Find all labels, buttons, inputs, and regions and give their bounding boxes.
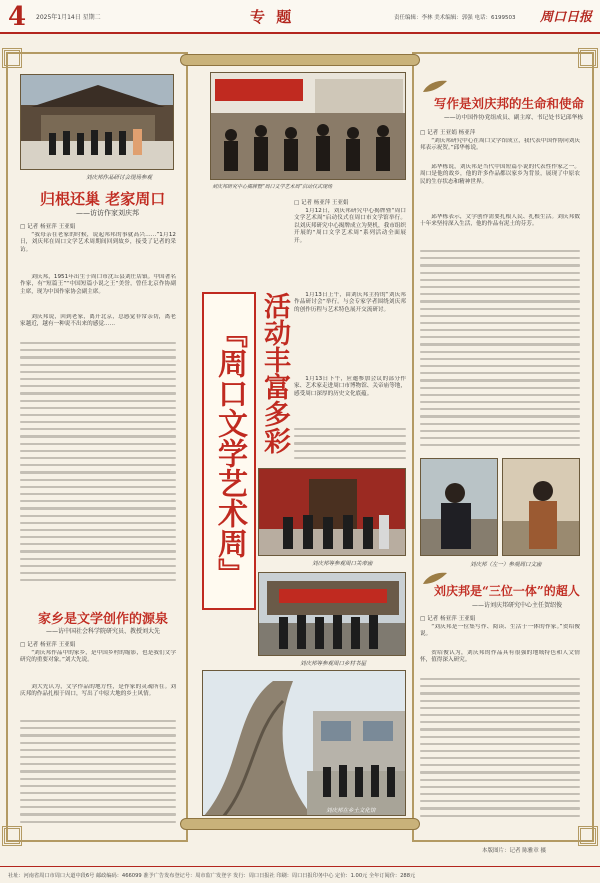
article-subhead: ——访访作家刘庆邦 — [76, 209, 139, 217]
center-bottom-photo — [202, 670, 406, 816]
paragraph: 刘庆邦说，回到老家，离开北京，总感觉非常亲切，离老家越近，越有一种说不出来的感觉…… — [20, 314, 176, 328]
photo-caption: 刘庆邦（左一）参观周口文庙 — [470, 562, 542, 568]
article-headline: 归根还巢 老家周口 — [40, 190, 166, 208]
photo-caption: 刘庆邦等参观周口乡村书屋 — [300, 661, 367, 667]
byline: □ 记者 王亚娟 杨亚萍 — [420, 130, 476, 136]
article-headline: 刘庆邦是“三位一体”的超人 — [434, 584, 580, 598]
article-body — [420, 164, 580, 212]
photo-caption: 刘庆邦研究中心揭牌暨“周口文学艺术周”启动仪式现场 — [212, 184, 333, 190]
article-body — [20, 314, 176, 338]
paragraph: 邱华栋说，刘庆邦是当代中国短篇小说的代表性作家之一。周口是他的故乡，他的许多作品都以家乡为背景，展现了中原农民的生存状态和精神世界。 — [420, 164, 580, 185]
right-photo-left — [420, 458, 498, 556]
article-subhead: ——访刘庆邦研究中心主任贺绍俊 — [472, 602, 563, 609]
article-body — [20, 274, 176, 312]
article-body-continuation — [420, 678, 580, 828]
article-body — [420, 624, 580, 648]
article-body — [294, 208, 406, 286]
masthead — [0, 0, 600, 34]
paragraph: “我母亲在老家的时候，说起邦邦的事就高兴……”1月12日，刘庆邦在周口文学艺术周期间回到故乡，接受了记者的采访。 — [20, 232, 176, 253]
article-headline: 家乡是文学创作的源泉 — [38, 612, 169, 627]
article-subhead: ——访中国社会科学院研究员、教授刘大先 — [46, 628, 161, 635]
leaf-ornament-icon — [422, 80, 448, 93]
center-banner — [188, 56, 412, 828]
article-body-continuation — [20, 342, 176, 592]
byline: □ 记者 杨亚萍 王亚娟 — [420, 616, 476, 622]
paragraph: 1月13日上午，由刘庆邦主持的“刘庆邦作品研讨会”举行。与会专家学者围绕刘庆邦的创作历程与艺术特色展开交流研讨。 — [294, 292, 406, 313]
article-headline: 写作是刘庆邦的生命和使命 — [434, 96, 585, 111]
editors-line: 责任编辑：李林 美术编辑：郭强 电话：6199503 — [394, 15, 516, 21]
photo-caption: 刘庆邦作品研讨会现场参观 — [86, 175, 153, 181]
photo-credit: 本版图片：记者 陈雅章 摄 — [482, 848, 546, 854]
article-body — [294, 376, 406, 424]
newspaper-logo: 周口日报 — [539, 10, 592, 25]
footer-info: 社址：河南省周口市周口大道中段6号 邮政编码：466099 准予广告发布登记号：周市监广发登字 发行：周口日报社 印刷：周口日报印务中心 定价：1.00元 全年订阅价：288元 — [0, 866, 600, 883]
byline: □ 记者 杨亚萍 王亚娟 — [294, 200, 349, 206]
right-photo-right — [502, 458, 580, 556]
paragraph: 邱华栋表示，文学创作需要扎根人民、扎根生活。刘庆邦数十年来坚持深入生活，他的作品有泥土的芬芳。 — [420, 214, 580, 228]
article-body — [20, 650, 176, 682]
paragraph: “刘庆邦作品中的家乡，是中国乡村的缩影，也是我们文学研究的重要对象。”刘大先说。 — [20, 650, 176, 664]
paragraph: 刘大先认为，文学作品的地方性，是作家的灵魂所在。刘庆邦的作品扎根于周口，写出了中原大地的乡土风情。 — [20, 684, 176, 698]
banner-title-box — [202, 292, 256, 610]
article-body-continuation — [20, 720, 176, 828]
corner-ornament-icon — [578, 826, 598, 846]
article-subhead: ——访中国作协党组成员、副主席、书记处书记邱华栋 — [444, 115, 584, 121]
paragraph: “刘庆邦是一位集写作、阅读、生活于一体的作家。”贺绍俊说。 — [420, 624, 580, 638]
center-low-photo — [258, 572, 406, 656]
article-body-continuation — [294, 428, 406, 468]
photo-caption: 刘庆邦在乡土文化馆 — [326, 808, 376, 814]
page-number: 4 — [8, 2, 27, 32]
section-title: 专 题 — [250, 8, 295, 26]
paragraph: 刘庆邦，1951年出生于周口市沈丘县刘庄店镇。中国著名作家，有“短篇王”“中国短篇小说之王”美誉，曾任北京作协副主席，现为中国作家协会副主席。 — [20, 274, 176, 295]
article-body — [420, 138, 580, 162]
banner-title: 『周口文学艺术周』 — [212, 318, 247, 588]
left-top-photo — [20, 74, 174, 170]
scroll-top-ornament — [180, 54, 420, 66]
corner-ornament-icon — [2, 48, 22, 68]
article-body — [20, 232, 176, 272]
center-mid-photo — [258, 468, 406, 556]
paragraph: “刘庆邦研究中心在周口文学馆成立，我代表中国作协向刘庆邦表示祝贺。”邱华栋说。 — [420, 138, 580, 152]
banner-subtitle: 活动丰富多彩 — [259, 292, 290, 454]
article-body — [420, 650, 580, 674]
paragraph: 贺绍俊认为，刘庆邦的作品具有很强的地域特色和人文情怀，值得深入研究。 — [420, 650, 580, 664]
paragraph: 1月12日，刘庆邦研究中心揭牌暨“周口文学艺术周”启动仪式在周口市文学馆举行。以刘庆邦研究中心揭牌成立为契机，我市组织开展的“周口文学艺术周”系列活动全面展开。 — [294, 208, 406, 244]
article-body — [20, 684, 176, 716]
date-line: 2025年1月14日 星期二 — [36, 14, 101, 21]
center-top-photo — [210, 72, 406, 180]
photo-caption: 刘庆邦等参观周口关帝庙 — [312, 561, 373, 567]
paragraph: 1月13日下午，应邀参加会议的部分作家、艺术家走进周口市博物馆、关帝庙等地，感受周口深厚的历史文化底蕴。 — [294, 376, 406, 397]
article-body — [294, 292, 406, 372]
article-body — [420, 214, 580, 246]
corner-ornament-icon — [2, 826, 22, 846]
scroll-bottom-ornament — [180, 818, 420, 830]
article-body-continuation — [420, 250, 580, 450]
byline: □ 记者 杨亚萍 王亚娟 — [20, 224, 76, 230]
corner-ornament-icon — [578, 48, 598, 68]
byline: □ 记者 杨亚萍 王亚娟 — [20, 642, 76, 648]
